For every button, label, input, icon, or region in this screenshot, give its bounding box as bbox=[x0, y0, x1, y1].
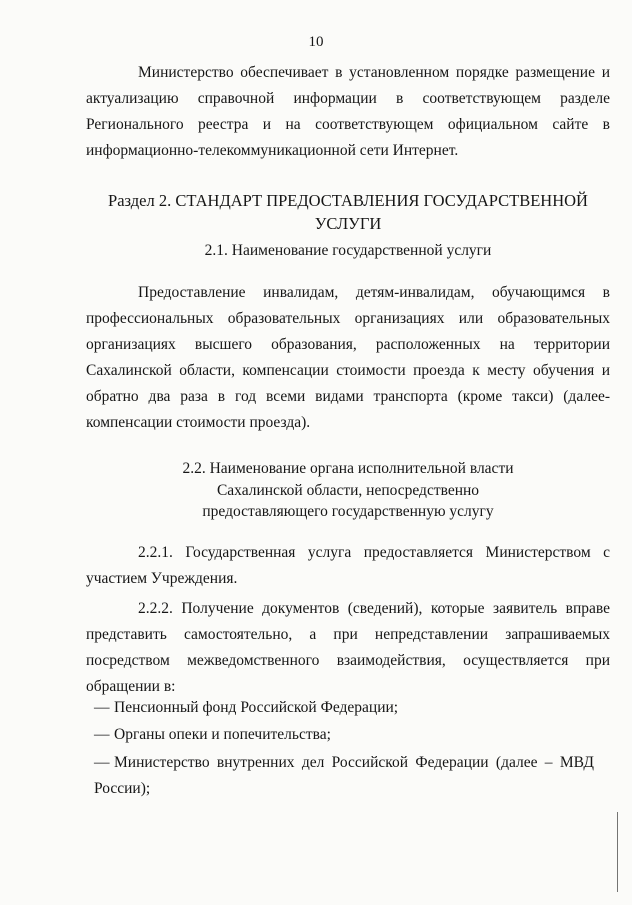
list-item-text: Органы опеки и попечительства; bbox=[114, 726, 331, 743]
list-dash: — bbox=[94, 726, 110, 743]
subsection-2-1-title: 2.1. Наименование государственной услуги bbox=[204, 242, 492, 259]
subsection-2-2-title-line3: предоставляющего государственную услугу bbox=[202, 503, 494, 520]
section-title-line1: Раздел 2. СТАНДАРТ ПРЕДОСТАВЛЕНИЯ ГОСУДАРСТВЕННОЙ bbox=[108, 191, 588, 210]
list-item bbox=[94, 695, 594, 721]
subsection-2-1-text: Предоставление инвалидам, детям-инвалидам, обучающимся в профессиональных образовательных организациях или образовательных организациях высшего образования, расположенных на территории Сахалинской области, компенсации стоимости проезда к месту обучения и обратно два раза в год всеми видами транспорта (кроме такси) (далее-компенсации стоимости проезда). bbox=[86, 284, 610, 431]
clause-2-2-1: 2.2.1. Государственная услуга предоставляется Министерством с участием Учреждения. bbox=[86, 544, 610, 587]
list-item-text: Министерство внутренних дел Российской Федерации (далее – МВД России); bbox=[94, 754, 594, 797]
list-item-text: Пенсионный фонд Российской Федерации; bbox=[114, 699, 399, 716]
scan-edge-line bbox=[617, 812, 618, 892]
subsection-2-2-title-line1: 2.2. Наименование органа исполнительной власти bbox=[182, 460, 514, 477]
subsection-2-2-title-line2: Сахалинской области, непосредственно bbox=[216, 482, 480, 499]
page-number: 10 bbox=[308, 34, 324, 50]
list-item bbox=[94, 750, 594, 802]
list-item bbox=[94, 722, 594, 748]
clause-2-2-2: 2.2.2. Получение документов (сведений), которые заявитель вправе представить самостоятельно, а при непредставлении запрашиваемых посредством межведомственного взаимодействия, осуществляется при обращении в: bbox=[86, 600, 610, 695]
list-dash: — bbox=[94, 699, 110, 716]
intro-paragraph: Министерство обеспечивает в установленном порядке размещение и актуализацию справочной информации в соответствующем разделе Регионального реестра и на соответствующем официальном сайте в информационно-телекоммуникационной сети Интернет. bbox=[86, 64, 610, 159]
list-dash: — bbox=[94, 754, 110, 771]
section-title-line2: УСЛУГИ bbox=[314, 214, 382, 233]
